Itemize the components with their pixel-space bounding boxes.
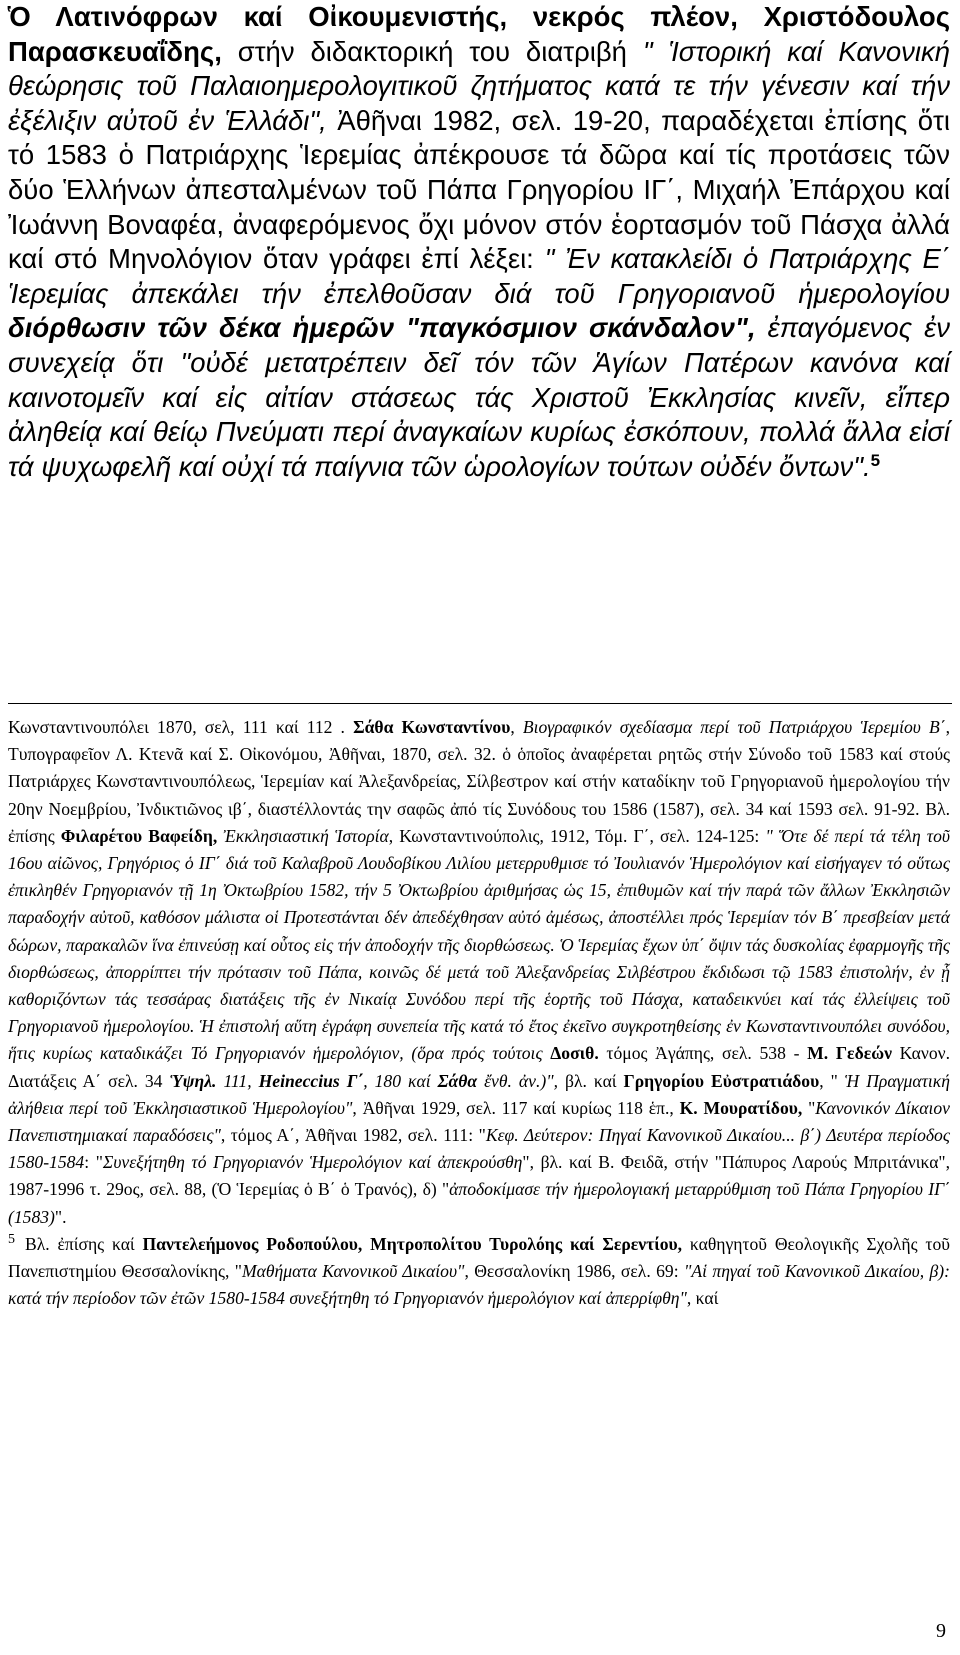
author-name: Παντελεήμονος Ροδοπούλου, Μητροπολίτου Τυρολόης καί Σερεντίου, [142, 1233, 683, 1254]
body-text: Ἀθῆναι 1982, σελ. 19-20, παραδέχεται ἐπίσης ὅτι τό 1583 ὁ Πατριάρχης Ἱερεμίας ἀπέκρουσε τά δῶρα καί τίς προτάσεις τῶν δύο Ἑλλήνων ἀπεσταλμένων τοῦ Πάπα Γρηγορίου ΙΓ΄, Μιχαήλ Ἐπάρχου καί Ἰωάννη Βοναφέα, ἀναφερόμενος ὄχι μόνον στόν ἑορτασμόν τοῦ Πάσχα ἀλλά καί στό Μηνολόγιον ὅταν γράφει ἐπί λέξει: [8, 104, 950, 275]
author-name: Φιλαρέτου Βαφείδη, [60, 825, 218, 846]
quotation: "Αἱ πηγαί τοῦ Κανονικοῦ Δικαίου, β): κατά τήν περίοδον τῶν ἐτῶν 1580-1584 συνεξήτηθη τό Γρηγοριανόν ἡμερολόγιον καί ἀπερρίφθη" [8, 1261, 950, 1309]
quotation: ἔνθ. ἀν.)", [477, 1070, 565, 1091]
footnote-separator [8, 703, 952, 704]
quotation-continued: ἐπαγόμενος ἐν συνεχείᾳ ὅτι "οὐδέ μετατρέπειν δεῖ τόν τῶν Ἁγίων Πατέρων κανόνα καί καινοτομεῖν καί εἰς αἰτίαν στάσεως τάς Χριστοῦ Ἐκκλησίας κινεῖν, εἴπερ ἀληθείᾳ καί θείῳ Πνεύματι περί ἀναγκαίων κυρίως ἐσκόπουν, πολλά ἄλλα εἰσί τά ψυχωφελῆ καί οὐχί τά παίγνια τῶν ὡρολογίων τούτων οὐδέν ὄντων". [8, 312, 951, 482]
footnote-text: βλ. καί [565, 1070, 624, 1091]
footnote-text: , Θεσσαλονίκη 1986, σελ. 69: [464, 1261, 684, 1282]
quotation: Συνεξήτηθη τό Γρηγοριανόν Ἡμερολόγιον καί ἀπεκρούσθη [102, 1152, 523, 1173]
author-name: Ὑψηλ. [169, 1070, 217, 1091]
footnote-text: , τόμος Α΄, Ἀθῆναι 1982, σελ. 111: " [220, 1125, 486, 1146]
footnote-text: , [510, 717, 523, 737]
quotation: " Ἐν κατακλείδι ὁ Πατριάρχης Ε΄ Ἱερεμίας ἀπεκάλει τήν ἐπελθοῦσαν διά τοῦ Γρηγοριανοῦ ἡμερολογίου [8, 243, 951, 309]
footnote-text: : " [84, 1152, 103, 1173]
author-name: Σάθα Κωνσταντίνου [353, 717, 511, 737]
footnote-text: , " [819, 1070, 845, 1091]
footnote-text: , Ἀθῆναι 1929, σελ. 117 καί κυρίως 118 ἑπ., [352, 1097, 680, 1118]
footnote-text: " [802, 1097, 816, 1118]
author-name: Μ. Γεδεών [807, 1043, 892, 1064]
footnote-text: ". [54, 1206, 67, 1227]
work-title: Ἡ Πραγματική ἀλήθεια περί τοῦ Ἐκκλησιαστικοῦ Ἡμερολογίου" [8, 1070, 950, 1118]
work-title: Κανονικόν Δίκαιον Πανεπιστημιακαί παραδόσεις" [8, 1097, 950, 1146]
author-name: Δοσιθ. [550, 1043, 599, 1064]
footnote-number: 5 [8, 1232, 15, 1247]
footnote-5 [8, 1231, 950, 1313]
footnote-text: τόμος Ἀγάπης, σελ. 538 - [598, 1043, 808, 1064]
quotation: " Ὅτε δέ περί τά τέλη τοῦ 16ου αἰῶνος, Γρηγόριος ὁ ΙΓ΄ διά τοῦ Καλαβροῦ Λουδοβίκου Λιλίου μετερρυθμισε τό Ἰουλιανόν Ἡμερολόγιον καί εἰσήγαγεν τό οὕτως ἐπικληθέν Γρηγοριανόν τῇ 1η Ὀκτωβρίου 1582, τήν 5 Ὀκτωβρίου ἀριθμήσας ὡς 15, ἐπιθυμῶν καί τήν παρά τῶν ἄλλων Ἐκκλησιῶν παραδοχήν αὐτοῦ, καθόσον μάλιστα οἱ Προτεστάνται δέν ἀπεδέχθησαν αὐτό ἀμέσως, ἀποστέλλει πρός Ἱερεμίαν τόν Β΄ πρεσβείαν μετά δώρων, παρακαλῶν ἵνα ἐπινεύσῃ καί οὗτος εἰς τήν ἀποδοχήν τῆς διορθώσεως. Ὁ Ἱερεμίας ἔχων ὑπ΄ ὄψιν τάς δυσκολίας ἐφαρμογῆς τῆς διορθώσεως, ἀπορρίπτει τήν πρότασιν τοῦ Πάπα, κοινῶς δέ μετά τοῦ Ἀλεξανδρείας Σιλβέστρου ἔκδιδωσι τῷ 1583 ἐπιστολήν, ἐν ᾗ καθοριζόντων τάς τεσσάρας διατάξεις τῆς ἐν Νικαίᾳ Συνόδου περί τῆς ἑορτῆς τοῦ Πάσχα, καταδεικνύει καί τάς ἐλλείψεις τοῦ Γρηγοριανοῦ ἡμερολογίου. Ἡ ἐπιστολή αὕτη ἐγράφη συνεπεία τῆς κατά τό ἔτος ἐκεῖνο συγκροτηθείσης ἐν Κωνσταντινουπόλει συνόδου, ἥτις κυρίως καταδικάζει Τό Γρηγοριανόν ἡμερολόγιον, (ὅρα πρός τούτοις [8, 825, 950, 1064]
author-name: Σάθα [437, 1070, 478, 1091]
work-title: Βιογραφικόν σχεδίασμα περί τοῦ Πατριάρχου Ἱερεμίου Β΄ [522, 717, 946, 737]
quotation: ἀποδοκίμασε τήν ἡμερολογιακή μεταρρύθμιση τοῦ Πάπα Γρηγορίου ΙΓ΄ (1583) [8, 1179, 950, 1227]
footnote-text: ", βλ. καί Β. Φειδᾶ, στήν "Πάπυρος Λαρούς Μπριτάνικα", 1987-1996 τ. 29ος, σελ. 88, (Ὁ Ἱερεμίας ὁ Β΄ ὁ Τρανός), δ) " [8, 1152, 951, 1200]
quotation-emphasis: διόρθωσιν τῶν δέκα ἡμερῶν "παγκόσμιον σκάνδαλον", [8, 312, 756, 344]
footnote-text: Κανον. Διατάξεις Α΄ σελ. 34 [8, 1043, 951, 1091]
page-number: 9 [936, 1620, 946, 1642]
footnote-text: Κωνσταντινουπόλει 1870, σελ, 111 καί 112 . [8, 717, 354, 737]
footnote-text: , Τυπογραφεῖον Λ. Κτενᾶ καί Σ. Οἰκονόμου, Ἀθῆναι, 1870, σελ. 32. ὁ ὁποῖος ἀναφέρεται ρητῶς στήν Σύνοδο τοῦ 1583 καί στούς Πατριάρχες Κωνσταντινουπόλεως, Ἱερεμίαν καί Ἀλεξανδρείας, Σίλβεστρον καί στήν καταδίκην τοῦ Γρηγοριανοῦ ἡμερολογίου τήν 20ην Νοεμβρίου, Ἰνδικτιῶνος ιβ΄, διαστέλλοντάς την σαφῶς ἀπό τίς Συνόδους του 1586 (1587), σελ. 34 καί 1593 σελ. 91-92. Βλ. ἐπίσης [8, 717, 950, 846]
work-title: Ἐκκλησιαστική Ἱστορία [223, 825, 389, 846]
footnotes [8, 714, 950, 1312]
quotation: 111, [216, 1070, 259, 1091]
footnote-continued [8, 714, 950, 1231]
subject-name: Ὁ Λατινόφρων καί Οἰκουμενιστής, νεκρός πλέον, Χριστόδουλος Παρασκευαΐδης, [8, 1, 950, 67]
footnote-text: Βλ. ἐπίσης καί [25, 1233, 143, 1254]
footnote-text: , καί [686, 1288, 719, 1309]
dissertation-title: " Ἱστορική καί Κανονική θεώρησις τοῦ Παλαιοημερολογιτικοῦ ζητήματος κατά τε τήν γένεσιν καί τήν ἐξέλιξιν αὐτοῦ ἐν Ἑλλάδι", [8, 35, 950, 136]
author-name: Heineccius Γ΄ [258, 1070, 364, 1091]
footnote-text: , Κωνσταντινούπολις, 1912, Τόμ. Γ΄, σελ. 124-125: [388, 825, 766, 846]
author-name: Γρηγορίου Εὐστρατιάδου [623, 1070, 820, 1091]
author-name: Κ. Μουρατίδου, [679, 1097, 803, 1118]
work-title: Μαθήματα Κανονικοῦ Δικαίου" [242, 1261, 465, 1282]
footnote-text: καθηγητοῦ Θεολογικῆς Σχολῆς τοῦ Πανεπιστημίου Θεσσαλονίκης, " [8, 1233, 950, 1282]
quotation: Κεφ. Δεύτερον: Πηγαί Κανονικοῦ Δικαίου... β΄) Δευτέρα περίοδος 1580-1584 [8, 1125, 950, 1173]
footnote-reference: 5 [870, 450, 881, 470]
quotation: , 180 καί [363, 1070, 438, 1091]
main-paragraph [8, 0, 950, 484]
body-text: στήν διδακτορική του διατριβή [221, 35, 643, 67]
